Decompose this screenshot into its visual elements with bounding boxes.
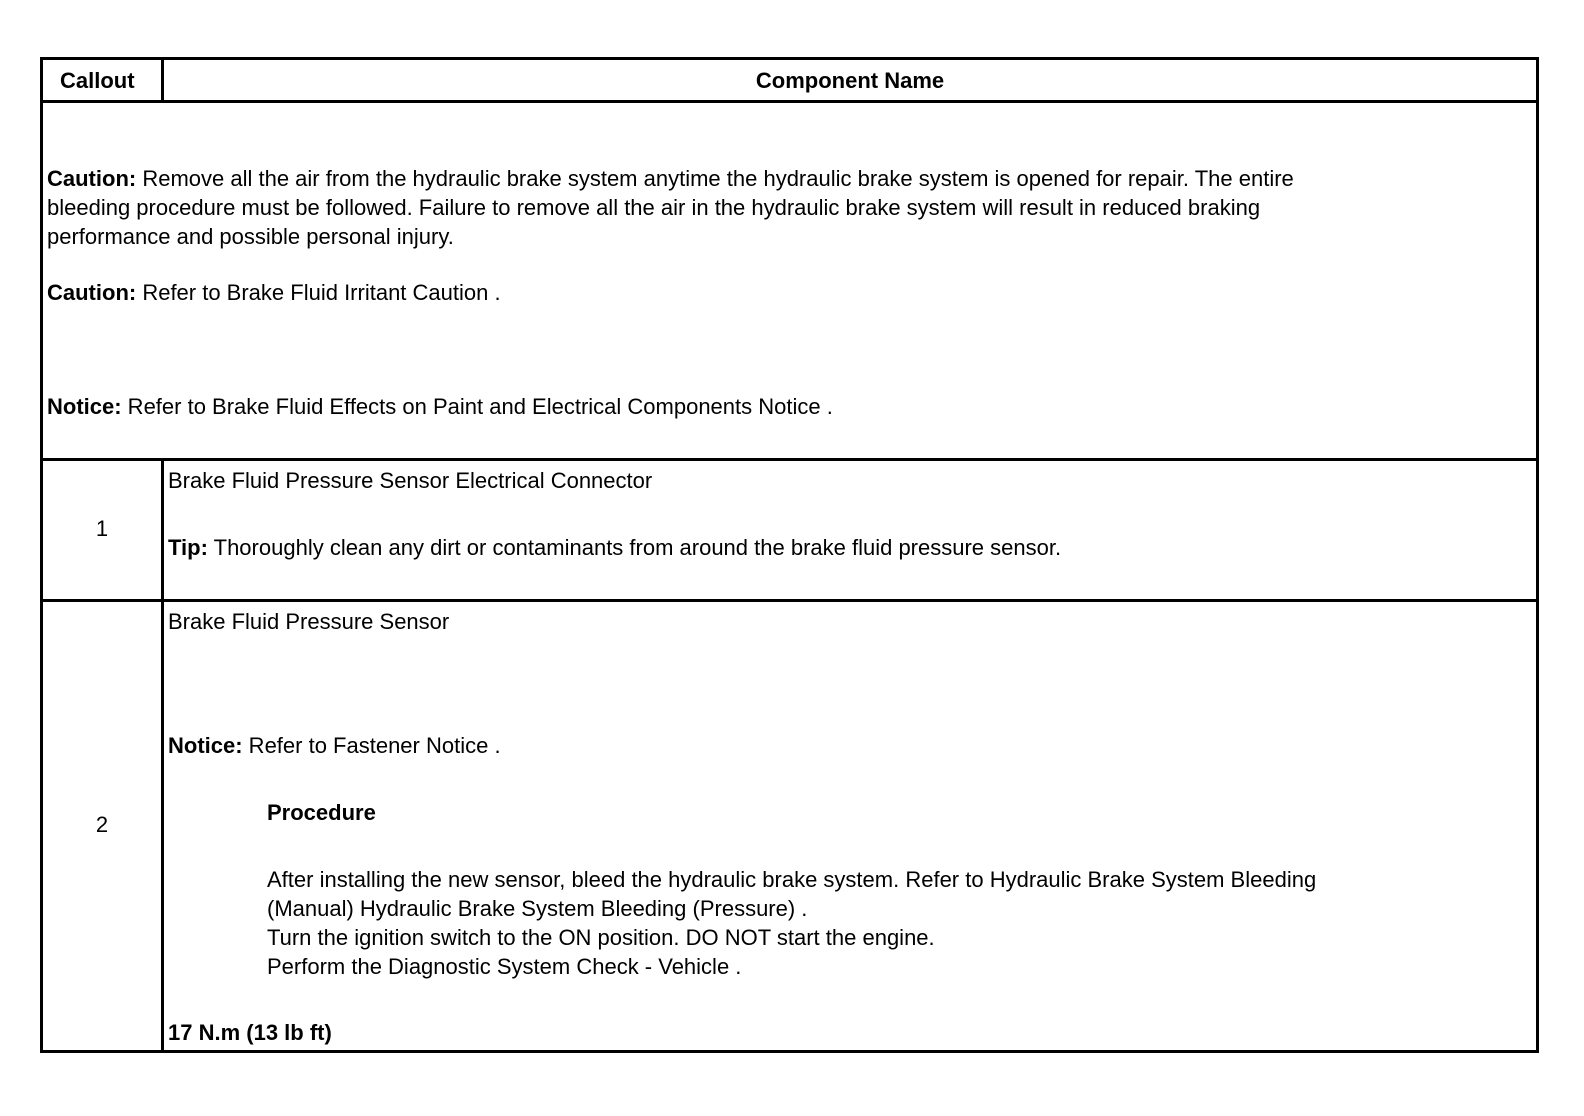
header-divider <box>161 60 164 100</box>
row-1-rule <box>43 599 1536 602</box>
procedure-line-4: Perform the Diagnostic System Check - Vehicle . <box>267 954 742 979</box>
row-2-component-name: Brake Fluid Pressure Sensor <box>168 609 450 634</box>
procedure-line-2: (Manual) Hydraulic Brake System Bleeding (Pressure) . <box>267 896 808 921</box>
torque-spec: 17 N.m (13 lb ft) <box>168 1020 332 1045</box>
row-1-callout: 1 <box>95 516 109 541</box>
row-1-tip: Tip: Thoroughly clean any dirt or contaminants from around the brake fluid pressure sensor. <box>168 535 1062 560</box>
component-table <box>40 57 1539 1053</box>
general-rule <box>43 458 1536 461</box>
caution-1-line-3: performance and possible personal injury. <box>47 224 454 249</box>
header-callout: Callout <box>60 68 135 93</box>
header-component-name: Component Name <box>755 68 945 93</box>
general-notice: Notice: Refer to Brake Fluid Effects on Paint and Electrical Components Notice . <box>47 394 833 419</box>
row-1-component-name: Brake Fluid Pressure Sensor Electrical Connector <box>168 468 653 493</box>
row-2-notice: Notice: Refer to Fastener Notice . <box>168 733 501 758</box>
header-rule <box>43 100 1536 103</box>
procedure-line-1: After installing the new sensor, bleed the hydraulic brake system. Refer to Hydraulic Brake System Bleeding <box>267 867 1317 892</box>
procedure-line-3: Turn the ignition switch to the ON position. DO NOT start the engine. <box>267 925 935 950</box>
caution-1-line-2: bleeding procedure must be followed. Failure to remove all the air in the hydraulic brake system will result in reduced braking <box>47 195 1261 220</box>
row-1-divider <box>161 458 164 600</box>
row-2-callout: 2 <box>95 812 109 837</box>
caution-2: Caution: Refer to Brake Fluid Irritant Caution . <box>47 280 501 305</box>
row-2-divider <box>161 599 164 1050</box>
caution-1-line-1: Caution: Remove all the air from the hydraulic brake system anytime the hydraulic brake system is opened for repair. The entire <box>47 166 1294 191</box>
procedure-title: Procedure <box>267 800 376 825</box>
